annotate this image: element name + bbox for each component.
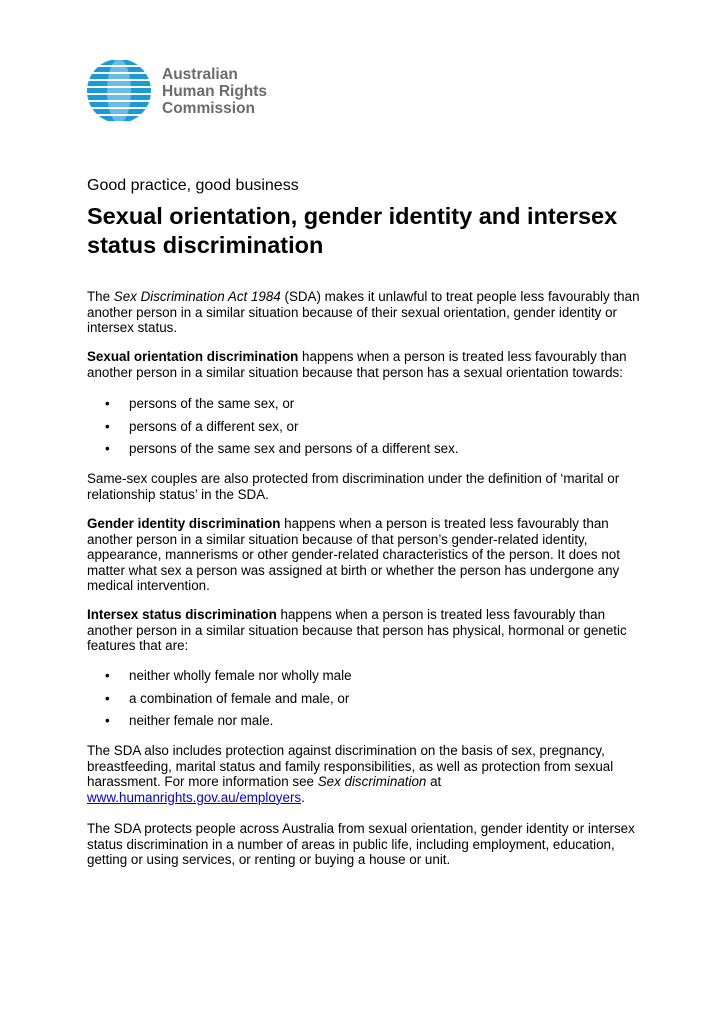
- bullet-icon: •: [105, 690, 110, 706]
- list-item: [87, 691, 647, 714]
- list-item: [87, 441, 647, 464]
- text-span: .: [301, 789, 305, 805]
- text-span: happens when a person is treated less favourably than another person in a similar situation because of that person’s gender-related identity, appearance, mannerisms or other gender-related characteristics of the person. It does not matter what sex a person was assigned at birth or whether the person has undergone any medical intervention.: [87, 516, 620, 593]
- list-item: [87, 396, 647, 419]
- text-span: happens when a person is treated less favourably than another person in a similar situation because that person has physical, hormonal or genetic features that are:: [87, 607, 627, 653]
- logo-wordmark: [162, 66, 267, 117]
- paragraph-sexual-orientation: [87, 349, 647, 380]
- paragraph-intersex-status: [87, 607, 647, 654]
- bullet-icon: •: [105, 418, 110, 434]
- list-item: [87, 713, 647, 736]
- logo-line-3: Commission: [162, 100, 256, 117]
- text-span: happens when a person is treated less favourably than another person in a similar situation because that person has a sexual orientation towards:: [87, 349, 627, 380]
- list-item: [87, 668, 647, 691]
- term-intersex-status: Intersex status discrimination: [87, 607, 277, 622]
- text-span: (SDA) makes it unlawful to treat people less favourably than another person in a similar situation because of their sexual orientation, gender identity or intersex status.: [87, 289, 640, 335]
- paragraph-other-protections: [87, 743, 647, 805]
- text-span: The SDA also includes protection against discrimination on the basis of sex, pregnancy, breastfeeding, marital status and family responsibilities, as well as protection from sexual harassment. For more information see: [87, 743, 614, 789]
- act-name: Sex Discrimination Act 1984: [113, 289, 281, 304]
- list-item-text: a combination of female and male, or: [129, 690, 350, 706]
- term-gender-identity: Gender identity discrimination: [87, 516, 281, 531]
- text-span: The: [87, 289, 114, 304]
- reference-title: Sex discrimination: [317, 774, 427, 789]
- list-item-text: neither female nor male.: [129, 713, 274, 728]
- list-item-text: persons of a different sex, or: [129, 418, 299, 434]
- paragraph-same-sex-couples: Same-sex couples are also protected from discrimination under the definition of ‘marital or relationship status’ in the SDA.: [87, 471, 620, 502]
- bullet-icon: •: [105, 441, 110, 456]
- paragraph-areas-of-public-life: The SDA protects people across Australia from sexual orientation, gender identity or intersex status discrimination in a number of areas in public life, including employment, education, getting or using services, or renting or buying a house or unit.: [87, 821, 635, 867]
- bullet-icon: •: [105, 396, 110, 411]
- logo-line-2: Human Rights: [162, 83, 268, 100]
- logo-line-1: Australian: [162, 66, 238, 83]
- document-title: Sexual orientation, gender identity and intersex status discrimination: [87, 203, 618, 258]
- document-subtitle: Good practice, good business: [87, 177, 299, 194]
- list-item: [87, 419, 647, 442]
- list-sexual-orientation: [87, 396, 647, 464]
- paragraph-gender-identity: [87, 516, 647, 594]
- list-intersex-features: [87, 668, 647, 736]
- text-span: at: [426, 774, 442, 789]
- bullet-icon: •: [105, 713, 110, 728]
- list-item-text: neither wholly female nor wholly male: [129, 668, 352, 683]
- bullet-icon: •: [105, 668, 110, 683]
- commission-logo: [86, 58, 286, 126]
- paragraph-intro: [87, 289, 647, 336]
- employers-link[interactable]: www.humanrights.gov.au/employers: [87, 789, 302, 805]
- globe-logo-icon: [86, 58, 152, 124]
- term-sexual-orientation: Sexual orientation discrimination: [87, 349, 299, 364]
- list-item-text: persons of the same sex and persons of a different sex.: [129, 441, 459, 456]
- list-item-text: persons of the same sex, or: [129, 396, 295, 411]
